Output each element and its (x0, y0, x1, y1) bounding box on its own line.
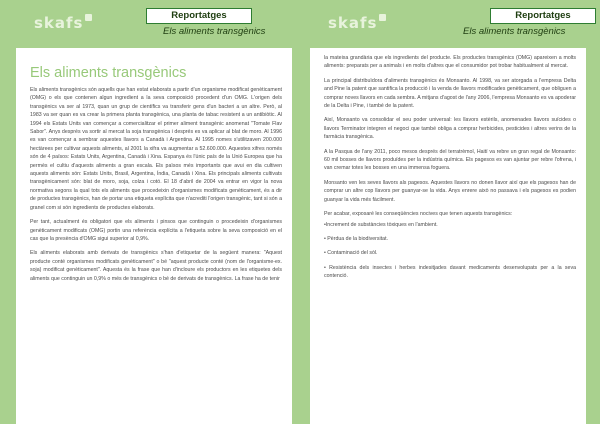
paragraph: Per tant, actualment és obligatori que els aliments i pinsos que continguin o procedeixin d'organismes genèticament modificats (OMG) portin una referència explícita a l'etiqueta sobre la seva composició en el cas que la presència d'OMG sigui superior al 0,9%. (30, 219, 282, 242)
logo: skafs (328, 14, 386, 32)
bullet-item: • Pèrdua de la biodiversitat. (324, 235, 388, 242)
left-page (16, 0, 292, 424)
bullet-item: • Contaminació del sòl. (324, 250, 378, 257)
article-sheet (16, 48, 292, 424)
paragraph: A la Pasqua de l'any 2011, poco mesos després del terratrèmol, Haití va rebre un gran regal de Monsanto: 60 mil bosses de llavors produïdes per la indústria química. Els pagesos es van ajuntar per rebre l'ofrena, i van cremar totes les bosses en una immensa foguera. (324, 148, 576, 172)
paragraph: Els aliments elaborats amb derivats de transgènics s'han d'etiquetar de la següent manera: "Aquest producte conté organismes modificats genèticament" o bé "aquest producte conté (nom de l'organisme-ex. soja) modificat genèticament". Aquesta és la frase que han d'incloure els productors en les etiquetes dels aliments que continguin un 0,9% o més de transgènics o bé de derivats de transgènics. La frase ha de tenir (30, 250, 282, 282)
right-page (310, 0, 586, 424)
section-label: Reportatges (490, 8, 596, 24)
bullet-item: •Increment de substàncies tòxiques en l'ambient. (324, 221, 438, 228)
paragraph: Així, Monsanto va consolidar el seu poder universal: les llavors estèrils, anomenades llavors suïcides o llavors Terminator integren el negoci que també obliga a comprar herbicides, pesticides i altres verins de la farmàcia transgènica. (324, 117, 576, 141)
article-sheet (310, 48, 586, 424)
paragraph: Els aliments transgènics són aquells que han estat elaborats a partir d'un organisme modificat genèticament (OMG) o els que contenen algun ingredient a la seva composició procedent d'un OMG. L'origen dels transgènics va ser al 1973, quan un grup de científics va transferir gens d'un bacteri a un altre. Però, al 1983 va ser quan es va crear la primera planta transgènica, una planta de tabac resistent a un antibiòtic. Al 1994 els Estats Units van començar a comercialitzar el primer aliment transgènic anomenat "Tomate Flav Sabor". Anys després va sortir al mercat la soja transgènica i després es va aplicar al blat de moro. Al 1996 es van començar a sembrar aquestes llavors a Canadà i Argentina. Al 1995 nomes s'utilitzaven 200.000 hectàrees per cultivar aquests aliments, al 2001 la xifra va augmentar a 52.600.000. Aquestes xifres només són de 4 països: Estats Units, Argentina, Canadà i Xina. Espanya és l'únic país de la Unió Europea que ha permès el cultiu d'aquests aliments a gran escala. Els països més importants que avui en dia cultiven aquests aliments són: Estats Units, Brasil, Argentina, Índia, Canadà i Xina. Els principals aliments cultivats transgènicament són: blat de moro, soja, colza i cotó. El 18 d'abril de 2004 va entrar en vigor la nova normativa segons la qual tots els aliments que procedeixin d'organismes modificats genèticament, és a dir de productes transgènics, han de portar una etiqueta explícita que n'acrediti l'origen transgènic, tant si són a granel com si són ingredients de productes elaborats. (30, 87, 282, 211)
page-subtitle: Els aliments transgènics (463, 26, 566, 37)
paragraph: la mateixa grandària que els ingredients del producte. Els productes transgènics (OMG) apareixen a molts aliments: preparats per a animals i en molts d'altres que el consumidor pot trobar habitualment al mercat. (324, 55, 576, 70)
paragraph: Per acabar, exposaré les conseqüències nocives que tenen aquests transgènics: (324, 211, 513, 218)
paragraph: La principal distribuïdora d'aliments transgènics és Monsanto. Al 1998, va ser atorgada a l'empresa Delta and Pine la patent que santifica la producció i la venda de llavors modificades genèticament, que obliguen a comprar noves llavors en cada sembra. A mitjans d'agost de l'any 2006, l'empresa Monsanto es va apoderar de la Delta i Pine, i també de la patent. (324, 77, 576, 110)
section-label: Reportatges (146, 8, 252, 24)
page-subtitle: Els aliments transgènics (163, 26, 266, 37)
article-title: Els aliments transgènics (30, 65, 187, 81)
bullet-item: • Resistència dels insectes i herbes indesitjades davant medicaments desenvolupats per a la seva contenció. (324, 264, 576, 280)
paragraph: Monsanto ven les seves llavors als pagesos. Aquestes llavors no donen llavor així que els pagesos han de comprar un altre cop llavors per guanyar-se la vida. Anys enrere això no passava i els pagesos es podien guanyar la vida més fàcilment. (324, 179, 576, 203)
logo: skafs (34, 14, 92, 32)
